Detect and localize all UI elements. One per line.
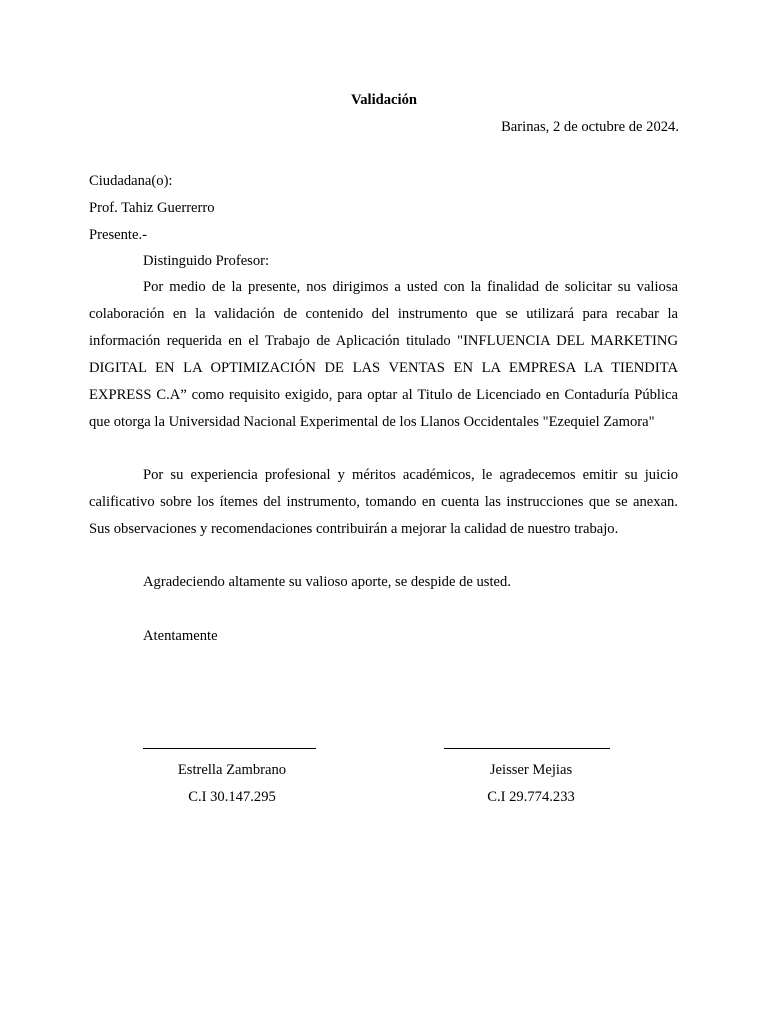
signature-name-1: Estrella Zambrano — [177, 762, 287, 778]
recipient-presente: Presente.- — [89, 227, 147, 243]
date-line: Barinas, 2 de octubre de 2024. — [501, 119, 679, 135]
signature-line-1 — [143, 748, 316, 749]
signature-id-1: C.I 30.147.295 — [188, 789, 276, 805]
sign-off: Atentamente — [143, 628, 218, 644]
body-paragraph-2: Por su experiencia profesional y méritos académicos, le agradecemos emitir su juicio calificativo sobre los ítemes del instrumento, tomando en cuenta las instrucciones que se anexan. Sus observaciones y recomendaciones contribuirán a mejorar la calidad de nuestro trabajo. — [89, 467, 678, 537]
document-title: Validación — [351, 92, 417, 108]
recipient-salutation: Ciudadana(o): — [89, 173, 173, 189]
signature-line-2 — [444, 748, 610, 749]
recipient-name: Prof. Tahiz Guerrerro — [89, 200, 215, 216]
body-paragraph-1: Por medio de la presente, nos dirigimos a usted con la finalidad de solicitar su valiosa colaboración en la validación de contenido del instrumento que se utilizará para recabar la información requerida en el Trabajo de Aplicación titulado "INFLUENCIA DEL MARKETING DIGITAL EN LA OPTIMIZACIÓN DE LAS VENTAS EN LA EMPRESA LA TIENDITA EXPRESS C.A” como requisito exigido, para optar al Titulo de Licenciado en Contaduría Pública que otorga la Universidad Nacional Experimental de los Llanos Occidentales "Ezequiel Zamora" — [89, 279, 678, 430]
signature-name-2: Jeisser Mejias — [489, 762, 573, 778]
greeting: Distinguido Profesor: — [143, 253, 270, 269]
signature-id-2: C.I 29.774.233 — [487, 789, 575, 805]
closing-line: Agradeciendo altamente su valioso aporte, se despide de usted. — [143, 574, 511, 590]
